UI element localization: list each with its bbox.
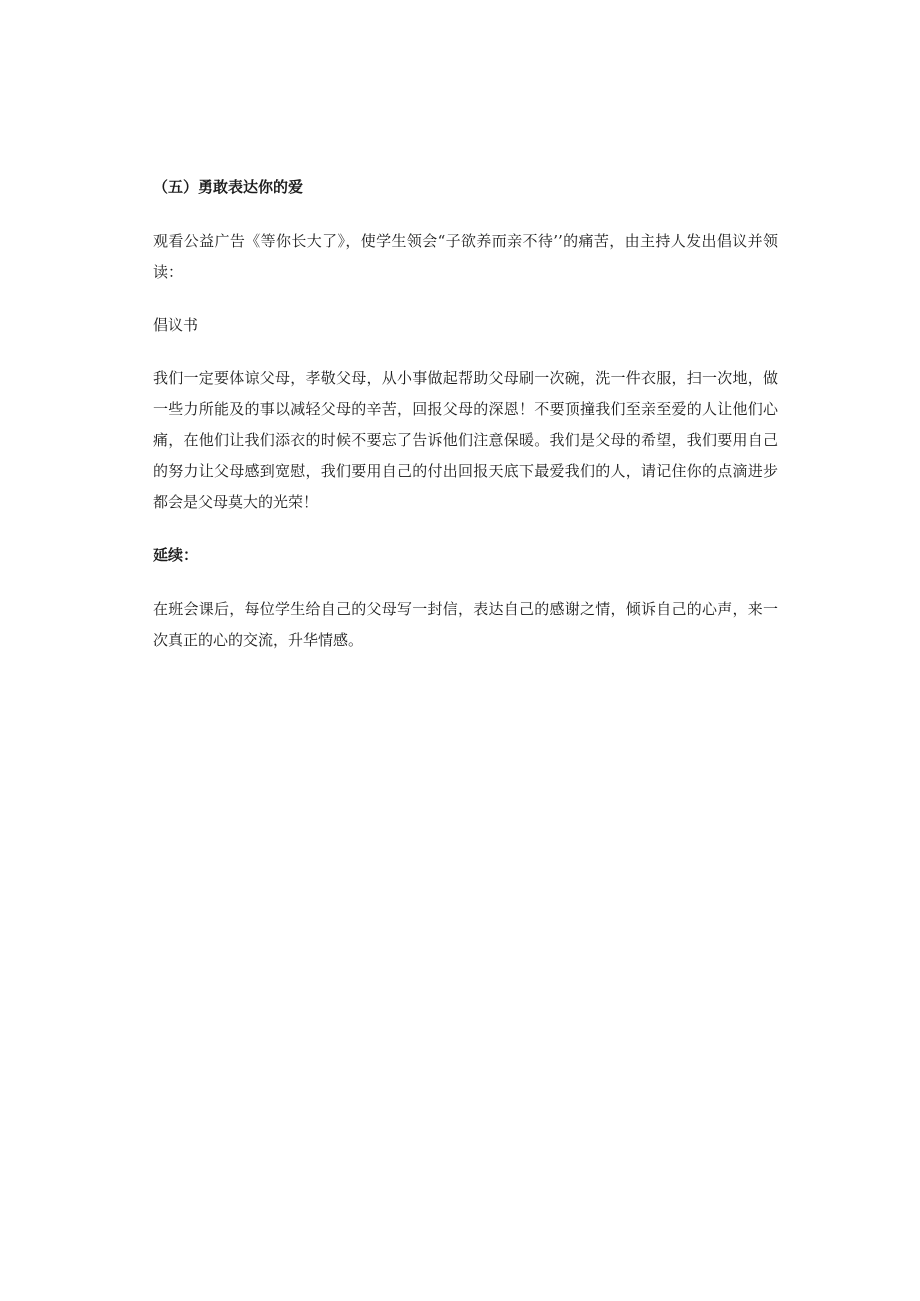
spacer — [153, 288, 778, 310]
continuation-heading: 延续： — [153, 546, 199, 564]
proposal-title: 倡议书 — [153, 316, 199, 334]
continuation-paragraph: 在班会课后，每位学生给自己的父母写一封信，表达自己的感谢之情，倾诉自己的心声，来一次真正的心的交流，升华情感。 — [153, 600, 778, 649]
document-content — [153, 172, 778, 656]
spacer — [153, 341, 778, 363]
proposal-body: 我们一定要体谅父母，孝敬父母，从小事做起帮助父母刷一次碗，洗一件衣服，扫一次地，做一些力所能及的事以减轻父母的辛苦，回报父母的深恩！不要顶撞我们至亲至爱的人让他们心痛，在他们让我们添衣的时候不要忘了告诉他们注意保暖。我们是父母的希望，我们要用自己的努力让父母感到宽慰，我们要用自己的付出回报天底下最爱我们的人，请记住你的点滴进步都会是父母莫大的光荣！ — [153, 369, 778, 511]
spacer — [153, 518, 778, 540]
section-heading: （五）勇敢表达你的爱 — [153, 178, 304, 196]
intro-paragraph: 观看公益广告《等你长大了》，使学生领会“子欲养而亲不待’’的痛苦，由主持人发出倡议并领读： — [153, 232, 778, 281]
spacer — [153, 202, 778, 226]
spacer — [153, 570, 778, 594]
